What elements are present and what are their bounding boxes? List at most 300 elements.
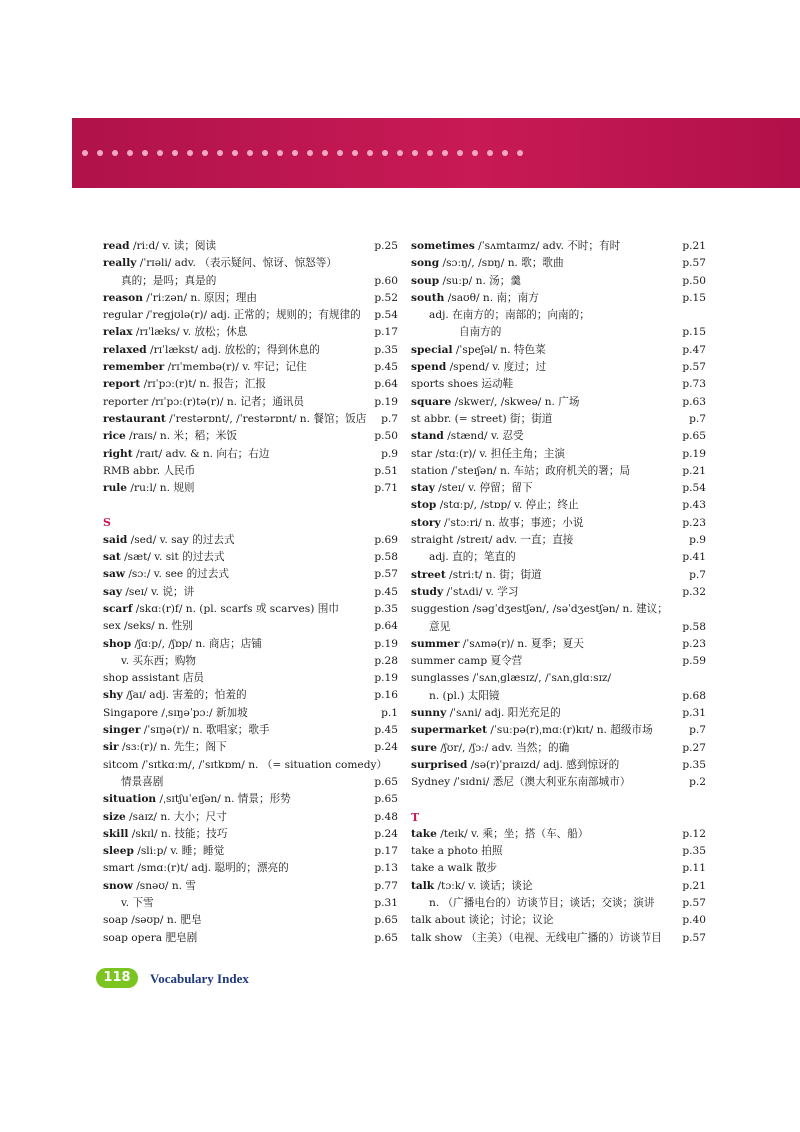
index-entry	[411, 843, 706, 860]
banner-dot	[397, 150, 403, 156]
entry-definition: 情景喜剧	[121, 775, 164, 788]
entry-definition: RMB abbr. 人民币	[103, 464, 196, 477]
index-entry	[411, 740, 706, 757]
page-reference: p.13	[374, 862, 398, 875]
headword: talk	[411, 879, 435, 892]
banner-dot	[442, 150, 448, 156]
entry-text	[429, 307, 590, 324]
banner-dot	[502, 150, 508, 156]
index-entry	[103, 705, 398, 722]
entry-text	[411, 826, 588, 843]
headword: sunny	[411, 707, 447, 720]
page-reference: p.23	[682, 637, 706, 650]
entry-definition: station /ˈsteɪʃən/ n. 车站；政府机关的署；局	[411, 464, 631, 477]
headword: restaurant	[103, 412, 166, 425]
index-entry	[103, 687, 398, 704]
banner-dot	[307, 150, 313, 156]
index-entry	[411, 722, 706, 739]
entry-text	[103, 618, 193, 635]
entry-definition: /rɪˈlækst/ adj. 放松的；得到休息的	[146, 343, 320, 356]
entry-definition: /sæt/ v. sit 的过去式	[120, 551, 225, 564]
section-letter: T	[411, 810, 420, 824]
index-entry	[411, 446, 706, 463]
headword: stop	[411, 499, 437, 512]
headword: saw	[103, 568, 125, 581]
entry-definition: smart /smɑː(r)t/ adj. 聪明的；漂亮的	[103, 862, 289, 875]
page-reference: p.17	[374, 326, 398, 339]
page-reference: p.71	[374, 482, 398, 495]
page-reference: p.50	[682, 274, 706, 287]
entry-definition: /seɪ/ v. 说；讲	[121, 585, 195, 598]
entry-definition: /snəʊ/ n. 雪	[132, 879, 196, 892]
page-reference: p.23	[682, 516, 706, 529]
entry-text	[411, 584, 518, 601]
entry-text	[411, 446, 565, 463]
entry-definition: /ˈsʌni/ adj. 阳光充足的	[446, 707, 561, 720]
entry-definition: /rɪˈlæks/ v. 放松；休息	[132, 326, 248, 339]
entry-definition: sitcom /ˈsɪtkɑːm/, /ˈsɪtkɒm/ n. （= situation comedy）	[103, 758, 388, 771]
headword: spend	[411, 361, 447, 374]
index-entry	[411, 497, 706, 514]
headword: sir	[103, 741, 119, 754]
entry-definition: talk about 谈论；讨论；议论	[411, 914, 554, 927]
headword: sleep	[103, 845, 134, 858]
entry-text	[103, 324, 247, 341]
entry-text	[103, 411, 366, 428]
index-entry	[103, 809, 398, 826]
index-entry	[103, 532, 398, 549]
page-reference: p.35	[374, 602, 398, 615]
headword: special	[411, 343, 453, 356]
entry-text	[411, 290, 539, 307]
entry-text	[103, 394, 304, 411]
entry-definition: v. 下雪	[121, 896, 154, 909]
page-reference: p.19	[374, 395, 398, 408]
index-entry	[103, 584, 398, 601]
entry-text	[121, 653, 196, 670]
entry-definition: n. （广播电台的）访谈节目；谈话；交谈；演讲	[429, 896, 655, 909]
index-entry	[411, 411, 706, 428]
entry-text	[411, 480, 533, 497]
headword: study	[411, 585, 444, 598]
index-entry	[103, 566, 398, 583]
entry-definition: /rɪˈmembə(r)/ v. 牢记；记住	[164, 361, 307, 374]
entry-text	[459, 324, 501, 341]
headword: sat	[103, 551, 121, 564]
entry-definition: /skwer/, /skweə/ n. 广场	[451, 395, 580, 408]
entry-definition: st abbr. (= street) 街；街道	[411, 412, 553, 425]
entry-definition: /skɑː(r)f/ n. (pl. scarfs 或 scarves) 围巾	[132, 602, 339, 615]
entry-text	[411, 860, 497, 877]
index-entry	[103, 446, 398, 463]
headword: size	[103, 810, 126, 823]
header-dot-row	[82, 150, 523, 160]
page-reference: p.65	[374, 775, 398, 788]
page-reference: p.25	[374, 240, 398, 252]
index-entry	[103, 670, 398, 687]
page-reference: p.24	[374, 741, 398, 754]
entry-definition: /raɪs/ n. 米；稻；米饭	[125, 430, 237, 443]
page-reference: p.64	[374, 620, 398, 633]
entry-text	[411, 515, 583, 532]
entry-text	[411, 411, 552, 428]
page-reference: p.9	[381, 447, 398, 460]
entry-definition: /suːp/ n. 汤；羹	[439, 274, 521, 287]
banner-dot	[292, 150, 298, 156]
index-entry	[103, 653, 398, 670]
index-entry	[411, 273, 706, 290]
entry-definition: /ʃɑːp/, /ʃɒp/ n. 商店；店铺	[131, 637, 262, 650]
index-entry	[411, 636, 706, 653]
index-entry	[411, 549, 706, 566]
entry-definition: /riːd/ v. 读；阅读	[129, 240, 217, 252]
entry-definition: /ˈsuːpə(r)ˌmɑː(r)kɪt/ n. 超级市场	[487, 724, 653, 737]
page-reference: p.2	[689, 776, 706, 789]
entry-text	[411, 774, 630, 791]
entry-definition: /teɪk/ v. 乘；坐；搭（车、船）	[436, 827, 589, 840]
page-reference: p.17	[374, 845, 398, 858]
entry-text	[411, 532, 573, 549]
banner-dot	[427, 150, 433, 156]
entry-definition: /tɔːk/ v. 谈话；谈论	[434, 879, 533, 892]
entry-text	[103, 826, 227, 843]
entry-text	[103, 566, 229, 583]
page-reference: p.58	[374, 551, 398, 564]
page-reference: p.35	[682, 845, 706, 858]
entry-text	[411, 376, 513, 393]
entry-text	[411, 255, 564, 272]
banner-dot	[412, 150, 418, 156]
index-entry	[103, 739, 398, 756]
banner-dot	[337, 150, 343, 156]
headword: street	[411, 568, 446, 581]
headword: relaxed	[103, 343, 147, 356]
index-entry	[411, 757, 706, 774]
index-entry	[411, 238, 706, 255]
page-reference: p.57	[682, 257, 706, 270]
banner-dot	[352, 150, 358, 156]
page-reference: p.65	[374, 914, 398, 927]
entry-text	[103, 757, 387, 774]
page-reference: p.48	[374, 810, 398, 823]
index-entry	[411, 688, 706, 705]
headword: relax	[103, 326, 133, 339]
entry-text	[411, 878, 533, 895]
page-reference: p.57	[682, 361, 706, 374]
entry-text	[411, 722, 653, 739]
entry-text	[103, 705, 248, 722]
entry-definition: /sə(r)ˈpraɪzd/ adj. 感到惊讶的	[467, 758, 620, 771]
entry-text	[411, 912, 553, 929]
index-entry	[103, 290, 398, 307]
index-entry	[411, 705, 706, 722]
page-reference: p.41	[682, 551, 706, 564]
page-reference: p.16	[374, 689, 398, 702]
banner-dot	[187, 150, 193, 156]
entry-text	[103, 843, 224, 860]
headword: situation	[103, 793, 157, 806]
entry-definition: take a walk 散步	[411, 862, 498, 875]
entry-text	[103, 480, 195, 497]
entry-text	[411, 843, 503, 860]
headword: shy	[103, 689, 123, 702]
headword: remember	[103, 361, 165, 374]
banner-dot	[172, 150, 178, 156]
page-reference: p.45	[374, 361, 398, 374]
index-entry	[411, 670, 706, 687]
entry-text	[103, 549, 225, 566]
entry-text	[411, 705, 561, 722]
entry-text	[103, 376, 266, 393]
index-column-right	[411, 238, 706, 947]
banner-dot	[97, 150, 103, 156]
headword: summer	[411, 637, 460, 650]
page-reference: p.68	[682, 689, 706, 702]
entry-text	[429, 895, 654, 912]
entry-definition: 真的；是吗；真是的	[121, 274, 217, 287]
index-entry	[411, 359, 706, 376]
entry-text	[103, 809, 227, 826]
index-entry	[103, 930, 398, 947]
index-entry	[411, 515, 706, 532]
entry-definition: sunglasses /ˈsʌnˌglæsɪz/, /ˈsʌnˌglɑːsɪz/	[411, 672, 612, 685]
index-entry	[411, 826, 706, 843]
banner-dot	[517, 150, 523, 156]
index-entry	[103, 843, 398, 860]
headword: say	[103, 585, 122, 598]
page-reference: p.27	[682, 741, 706, 754]
page-reference: p.21	[682, 464, 706, 477]
headword: sure	[411, 741, 437, 754]
entry-text	[121, 774, 163, 791]
index-entry	[103, 549, 398, 566]
page-reference: p.64	[374, 378, 398, 391]
entry-text	[411, 342, 546, 359]
banner-dot	[262, 150, 268, 156]
entry-definition: /ˈstɔːri/ n. 故事；事迹；小说	[440, 516, 584, 529]
headword: singer	[103, 724, 141, 737]
entry-definition: summer camp 夏令营	[411, 655, 523, 668]
entry-definition: /sɜː(r)/ n. 先生；阁下	[118, 741, 227, 754]
page-reference: p.58	[682, 620, 706, 633]
banner-dot	[487, 150, 493, 156]
entry-text	[103, 584, 194, 601]
entry-definition: /stænd/ v. 忍受	[443, 430, 524, 443]
entry-text	[103, 446, 269, 463]
entry-definition: /ˈrestərɒnt/, /ˈrestərɒnt/ n. 餐馆；饭店	[165, 412, 367, 425]
headword: take	[411, 827, 437, 840]
page-reference: p.69	[374, 533, 398, 546]
entry-definition: /saʊθ/ n. 南；南方	[444, 291, 539, 304]
footer-title: Vocabulary Index	[150, 971, 249, 986]
index-entry	[411, 290, 706, 307]
headword: south	[411, 291, 445, 304]
page-reference: p.12	[682, 827, 706, 840]
entry-definition: take a photo 拍照	[411, 845, 503, 858]
index-entry	[103, 774, 398, 791]
entry-definition: /ˈsʌmtaɪmz/ adv. 不时；有时	[474, 240, 621, 252]
headword: song	[411, 257, 440, 270]
entry-text	[411, 636, 584, 653]
headword: surprised	[411, 758, 468, 771]
entry-text	[411, 463, 630, 480]
entry-definition: regular /ˈregjʊlə(r)/ adj. 正常的；规则的；有规律的	[103, 309, 361, 322]
entry-definition: 意见	[429, 620, 451, 633]
page-reference: p.63	[682, 395, 706, 408]
entry-text	[411, 428, 524, 445]
entry-definition: /spend/ v. 度过；过	[446, 361, 547, 374]
entry-text	[103, 342, 320, 359]
page-reference: p.65	[682, 430, 706, 443]
headword: stand	[411, 430, 444, 443]
entry-definition: reporter /rɪˈpɔː(r)tə(r)/ n. 记者；通讯员	[103, 395, 304, 408]
page-reference: p.57	[682, 931, 706, 944]
page-reference: p.73	[682, 378, 706, 391]
index-entry	[411, 567, 706, 584]
entry-definition: /ˈstʌdi/ v. 学习	[443, 585, 519, 598]
entry-text	[411, 273, 521, 290]
page-reference: p.7	[381, 412, 398, 425]
page-reference: p.32	[682, 585, 706, 598]
entry-definition: suggestion /səgˈdʒestʃən/, /səˈdʒestʃən/ n. 建议；	[411, 603, 668, 616]
entry-definition: /ˈsʌmə(r)/ n. 夏季；夏天	[459, 637, 584, 650]
index-entry	[411, 860, 706, 877]
page-reference: p.45	[374, 724, 398, 737]
entry-text	[103, 687, 247, 704]
banner-dot	[82, 150, 88, 156]
index-entry	[103, 601, 398, 618]
entry-text	[103, 878, 196, 895]
index-entry	[103, 757, 398, 774]
entry-definition: soap opera 肥皂剧	[103, 931, 198, 944]
entry-text	[103, 670, 204, 687]
entry-definition: /skɪl/ n. 技能；技巧	[128, 827, 228, 840]
page-reference: p.15	[682, 291, 706, 304]
entry-definition: /rɪˈpɔː(r)t/ n. 报告；汇报	[140, 378, 266, 391]
banner-dot	[382, 150, 388, 156]
page-reference: p.7	[689, 568, 706, 581]
page-reference: p.77	[374, 879, 398, 892]
page-reference: p.47	[682, 343, 706, 356]
page-reference: p.40	[682, 914, 706, 927]
entry-definition: /ʃʊr/, /ʃɔː/ adv. 当然；的确	[437, 741, 570, 754]
index-entry	[411, 428, 706, 445]
banner-dot	[127, 150, 133, 156]
banner-dot	[277, 150, 283, 156]
index-entry	[103, 791, 398, 808]
page-reference: p.45	[374, 585, 398, 598]
page-reference: p.35	[374, 343, 398, 356]
page-reference: p.19	[374, 672, 398, 685]
headword: really	[103, 257, 137, 270]
index-column-left	[103, 238, 398, 947]
index-entry	[103, 428, 398, 445]
page-reference: p.7	[689, 724, 706, 737]
entry-definition: /sɔːŋ/, /sɒŋ/ n. 歌；歌曲	[439, 257, 564, 270]
entry-text	[121, 895, 154, 912]
entry-text	[103, 601, 339, 618]
index-entry	[103, 463, 398, 480]
entry-definition: /sliːp/ v. 睡；睡觉	[133, 845, 225, 858]
entry-text	[103, 791, 291, 808]
index-entry	[411, 376, 706, 393]
index-entry	[411, 584, 706, 601]
entry-definition: star /stɑː(r)/ v. 担任主角；主演	[411, 447, 565, 460]
page-reference: p.51	[374, 464, 398, 477]
index-entry	[103, 376, 398, 393]
entry-definition: /ruːl/ n. 规则	[127, 482, 195, 495]
headword: rule	[103, 482, 128, 495]
entry-text	[103, 532, 235, 549]
index-entry	[103, 342, 398, 359]
entry-text	[121, 273, 216, 290]
entry-definition: sex /seks/ n. 性别	[103, 620, 193, 633]
entry-definition: Sydney /ˈsɪdni/ 悉尼（澳大利亚东南部城市）	[411, 776, 631, 789]
entry-text	[411, 497, 579, 514]
index-entry	[411, 619, 706, 636]
page-reference: p.7	[689, 412, 706, 425]
entry-definition: n. (pl.) 太阳镜	[429, 689, 500, 702]
entry-definition: sports shoes 运动鞋	[411, 378, 514, 391]
index-entry	[103, 359, 398, 376]
section-letter: S	[103, 516, 111, 530]
entry-definition: /ʃaɪ/ adj. 害羞的；怕羞的	[122, 689, 247, 702]
page-number-badge: 118	[96, 968, 138, 988]
index-entry	[411, 912, 706, 929]
banner-dot	[367, 150, 373, 156]
index-entry	[103, 394, 398, 411]
page-reference: p.31	[374, 896, 398, 909]
entry-text	[411, 359, 546, 376]
banner-dot	[247, 150, 253, 156]
headword: soup	[411, 274, 440, 287]
headword: sometimes	[411, 240, 475, 252]
entry-text	[103, 912, 202, 929]
page-reference: p.21	[682, 240, 706, 252]
headword: supermarket	[411, 724, 488, 737]
headword: scarf	[103, 602, 133, 615]
page-reference: p.24	[374, 827, 398, 840]
entry-text	[103, 428, 237, 445]
entry-definition: /raɪt/ adv. & n. 向右；右边	[132, 447, 270, 460]
index-entry	[103, 273, 398, 290]
entry-definition: /ˈsɪŋə(r)/ n. 歌唱家；歌手	[140, 724, 270, 737]
index-entry	[411, 324, 706, 341]
banner-dot	[112, 150, 118, 156]
entry-definition: /saɪz/ n. 大小；尺寸	[125, 810, 227, 823]
entry-definition: /striːt/ n. 街；街道	[445, 568, 542, 581]
index-entry	[103, 636, 398, 653]
index-entry	[103, 255, 398, 272]
index-entry	[103, 238, 398, 255]
index-entry	[103, 860, 398, 877]
index-entry	[103, 480, 398, 497]
entry-text	[429, 619, 450, 636]
page-reference: p.57	[374, 568, 398, 581]
entry-text	[411, 567, 542, 584]
index-entry	[411, 342, 706, 359]
headword: skill	[103, 827, 129, 840]
entry-text	[411, 238, 620, 255]
entry-text	[103, 255, 337, 272]
page-reference: p.50	[374, 430, 398, 443]
page-reference: p.15	[682, 326, 706, 339]
banner-dot	[157, 150, 163, 156]
headword: read	[103, 240, 130, 252]
page-reference: p.1	[381, 706, 398, 719]
index-entry	[103, 411, 398, 428]
index-entry	[411, 653, 706, 670]
